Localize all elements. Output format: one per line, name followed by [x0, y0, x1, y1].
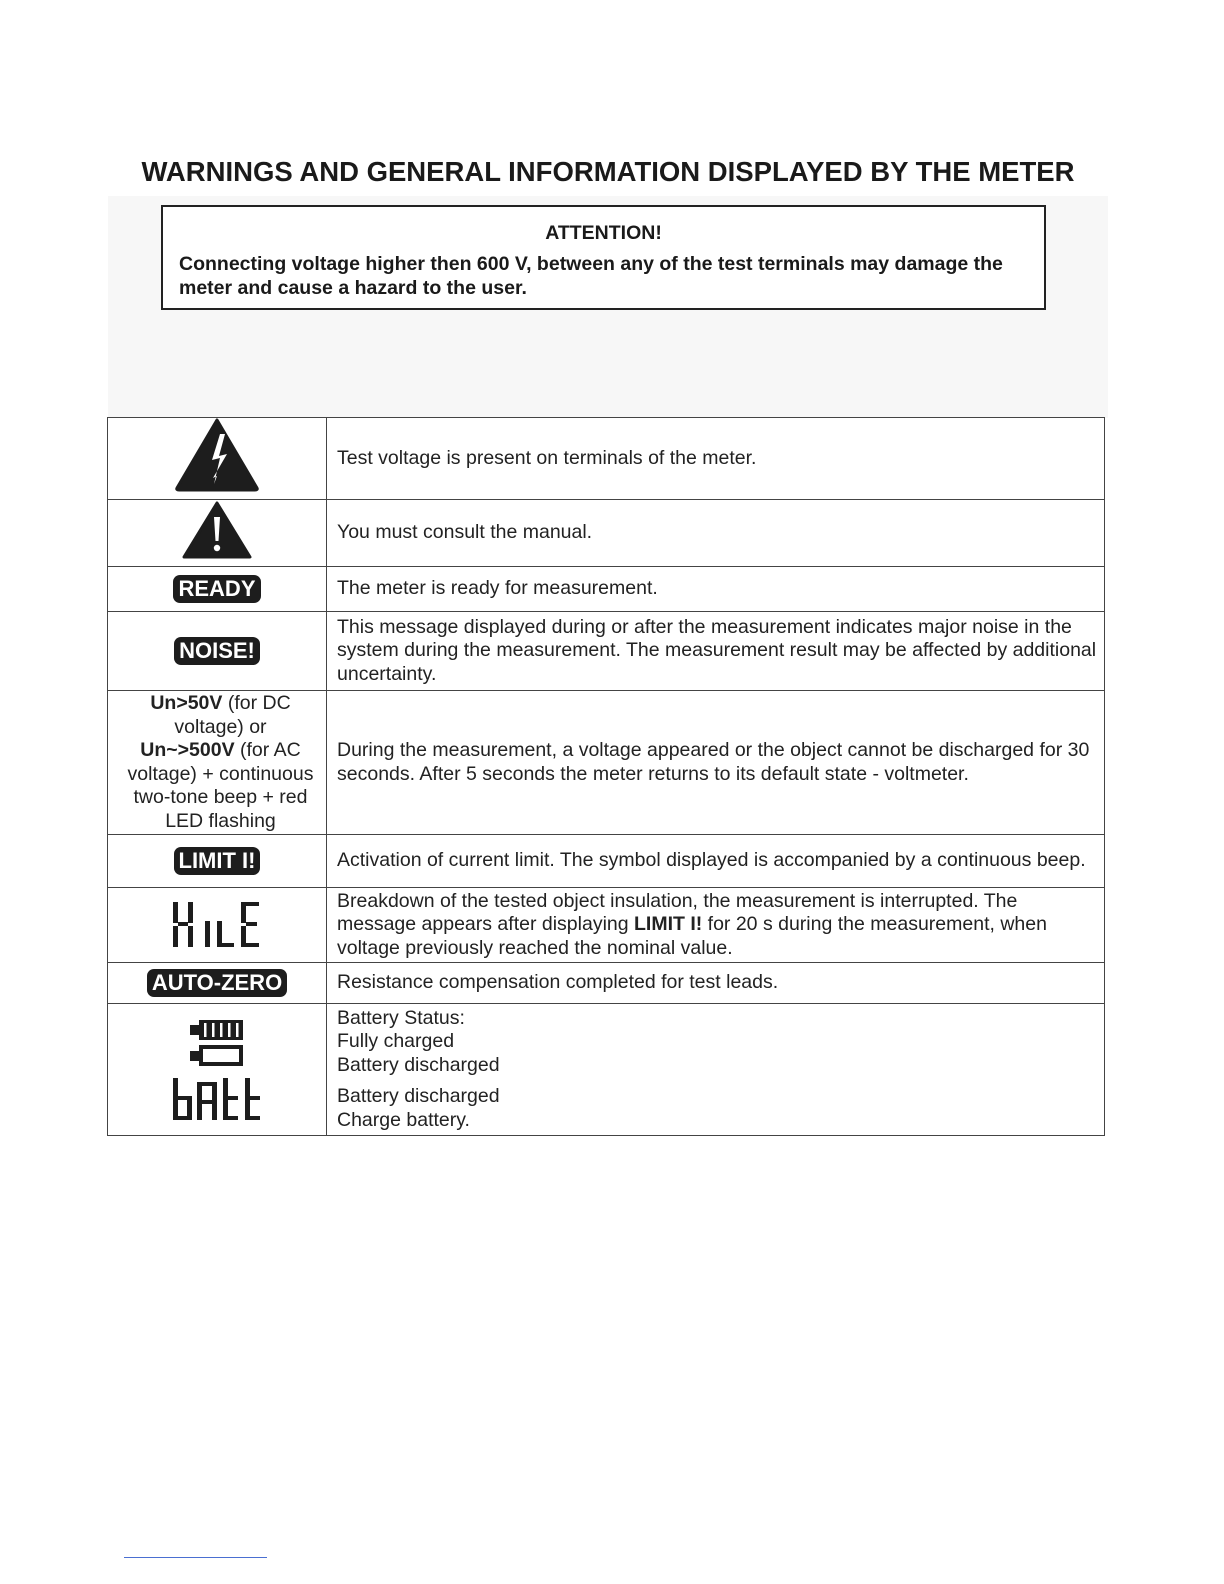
attention-text: Connecting voltage higher then 600 V, between any of the test terminals may damage the meter and cause a hazard to the user. — [179, 253, 1003, 299]
symbol-cell — [108, 835, 327, 888]
lightning-warning-icon — [175, 418, 259, 492]
row-description: During the measurement, a voltage appeared or the object cannot be discharged for 30 seconds. After 5 seconds the meter returns to its default state - voltmeter. — [327, 691, 1105, 835]
dc-condition: (for DC voltage) or — [174, 692, 291, 738]
table-row — [108, 500, 1105, 567]
exclamation-warning-icon — [182, 501, 252, 559]
table-row — [108, 567, 1105, 612]
ac-condition: (for AC voltage) + continuous two-tone beep + red LED flashing — [127, 739, 314, 832]
table-row — [108, 888, 1105, 963]
row-description — [327, 888, 1105, 963]
page-title: WARNINGS AND GENERAL INFORMATION DISPLAYED BY THE METER — [141, 156, 1075, 187]
limit-badge: LIMIT I! — [174, 847, 261, 875]
ac-threshold: Un~>500V — [140, 739, 235, 761]
table-row — [108, 963, 1105, 1004]
charge-battery-label: Charge battery. — [337, 1108, 470, 1131]
battery-status-label: Battery Status: — [337, 1006, 465, 1029]
table-row — [108, 691, 1105, 835]
row-description: You must consult the manual. — [327, 500, 1105, 567]
batt-lcd-icon — [171, 1076, 263, 1122]
voltage-condition-cell — [108, 691, 327, 835]
attention-box — [161, 205, 1046, 310]
row-description: Resistance compensation completed for test leads. — [327, 963, 1105, 1004]
symbol-cell — [108, 1004, 327, 1136]
dc-threshold: Un>50V — [150, 692, 223, 714]
symbol-cell — [108, 888, 327, 963]
symbol-cell — [108, 418, 327, 500]
battery-full-icon — [182, 1018, 252, 1072]
battery-status-cell — [327, 1004, 1105, 1136]
row-description: Activation of current limit. The symbol displayed is accompanied by a continuous beep. — [327, 835, 1105, 888]
battery-full-label: Fully charged — [337, 1030, 455, 1053]
attention-heading: ATTENTION! — [545, 222, 662, 244]
info-table — [107, 417, 1105, 1136]
auto-zero-badge: AUTO-ZERO — [147, 969, 287, 997]
row-description: Test voltage is present on terminals of the meter. — [327, 418, 1105, 500]
table-row — [108, 835, 1105, 888]
battery-discharged-label: Battery discharged — [337, 1053, 500, 1076]
hile-lcd-icon — [171, 899, 263, 951]
table-row — [108, 612, 1105, 691]
battery-empty-icon — [190, 1047, 241, 1064]
table-row — [108, 1004, 1105, 1136]
ready-badge: READY — [173, 575, 260, 603]
row-description: The meter is ready for measurement. — [327, 567, 1105, 612]
noise-badge: NOISE! — [174, 637, 260, 665]
breakdown-text-bold: LIMIT I! — [634, 913, 703, 936]
symbol-cell — [108, 963, 327, 1004]
table-row — [108, 418, 1105, 500]
symbol-cell — [108, 612, 327, 691]
symbol-cell — [108, 500, 327, 567]
breakdown-text-a: Breakdown of the tested object insulation, the measurement is interrupted. The message appears after displaying — [337, 889, 1018, 936]
footnote-separator — [124, 1557, 267, 1558]
battery-discharged-label-2: Battery discharged — [337, 1085, 500, 1108]
breakdown-text-b: for 20 s during the measurement, when voltage previously reached the nominal value. — [337, 913, 1047, 959]
row-description: This message displayed during or after the measurement indicates major noise in the system during the measurement. The measurement result may be affected by additional uncertainty. — [327, 612, 1105, 691]
symbol-cell — [108, 567, 327, 612]
